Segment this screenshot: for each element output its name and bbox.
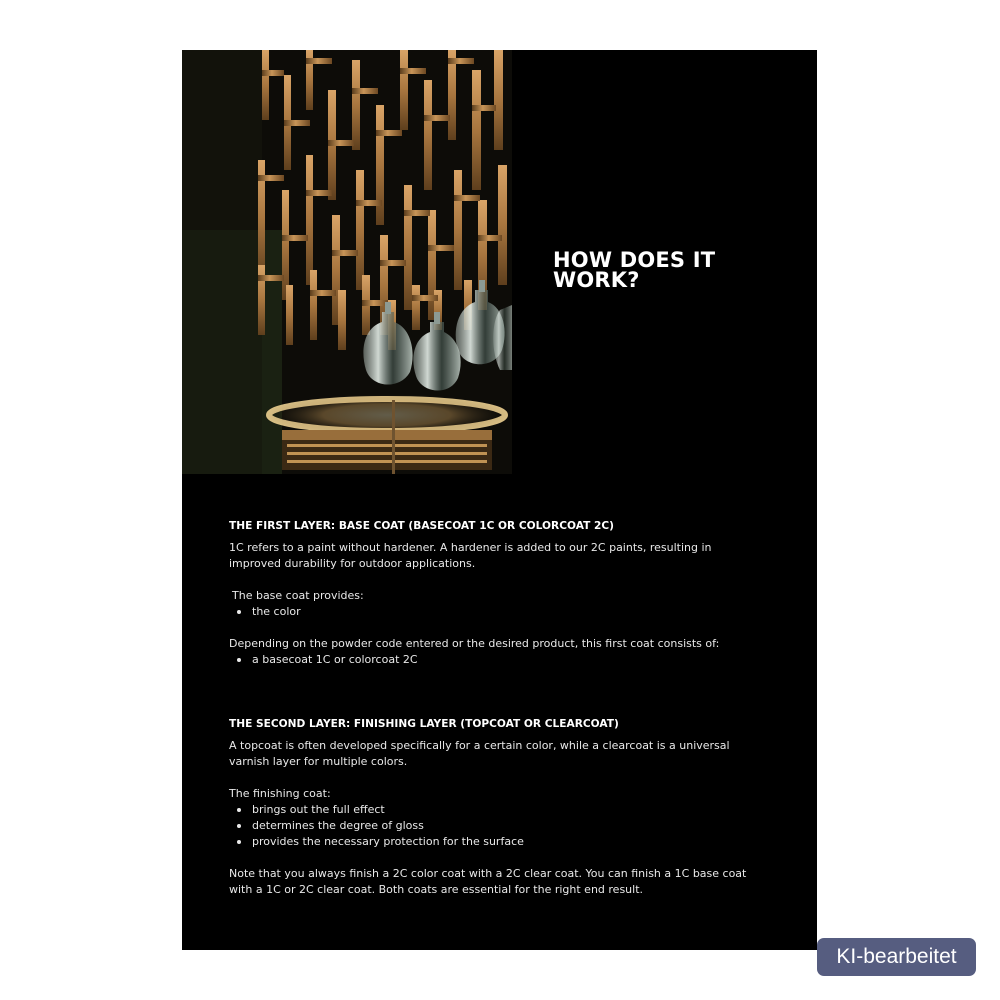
first-coat-list — [229, 652, 774, 668]
document-body — [229, 518, 774, 898]
note-line-2: with a 1C or 2C clear coat. Both coats are essential for the right end result. — [229, 883, 644, 896]
finishing-coat-list — [229, 802, 774, 850]
base-coat-provides-label: The base coat provides: — [232, 589, 364, 602]
section-1-intro-line-2: improved durability for outdoor applications. — [229, 557, 476, 570]
base-coat-provides-list — [229, 604, 774, 620]
section-2-intro-line-1: A topcoat is often developed specifically for a certain color, while a clearcoat is a universal — [229, 739, 730, 752]
list-item: determines the degree of gloss — [229, 818, 774, 834]
finishing-coat-label: The finishing coat: — [229, 787, 331, 800]
list-item: a basecoat 1C or colorcoat 2C — [229, 652, 774, 668]
page-heading — [553, 250, 793, 290]
ai-edited-badge: KI-bearbeitet — [817, 938, 976, 976]
heading-line-1: HOW DOES IT — [553, 248, 716, 272]
note-line-1: Note that you always finish a 2C color coat with a 2C clear coat. You can finish a 1C base coat — [229, 867, 747, 880]
document-page — [182, 50, 817, 950]
section-1-intro-line-1: 1C refers to a paint without hardener. A hardener is added to our 2C paints, resulting in — [229, 541, 712, 554]
list-item: brings out the full effect — [229, 802, 774, 818]
bar-photo — [182, 50, 512, 474]
heading-line-2: WORK? — [553, 268, 640, 292]
list-item: the color — [229, 604, 774, 620]
list-item: provides the necessary protection for the surface — [229, 834, 774, 850]
section-1-title: THE FIRST LAYER: BASE COAT (BASECOAT 1C OR COLORCOAT 2C) — [229, 520, 614, 532]
section-2-intro-line-2: varnish layer for multiple colors. — [229, 755, 408, 768]
first-coat-depends-label: Depending on the powder code entered or the desired product, this first coat consists of: — [229, 637, 720, 650]
section-2-title: THE SECOND LAYER: FINISHING LAYER (TOPCOAT OR CLEARCOAT) — [229, 718, 619, 730]
